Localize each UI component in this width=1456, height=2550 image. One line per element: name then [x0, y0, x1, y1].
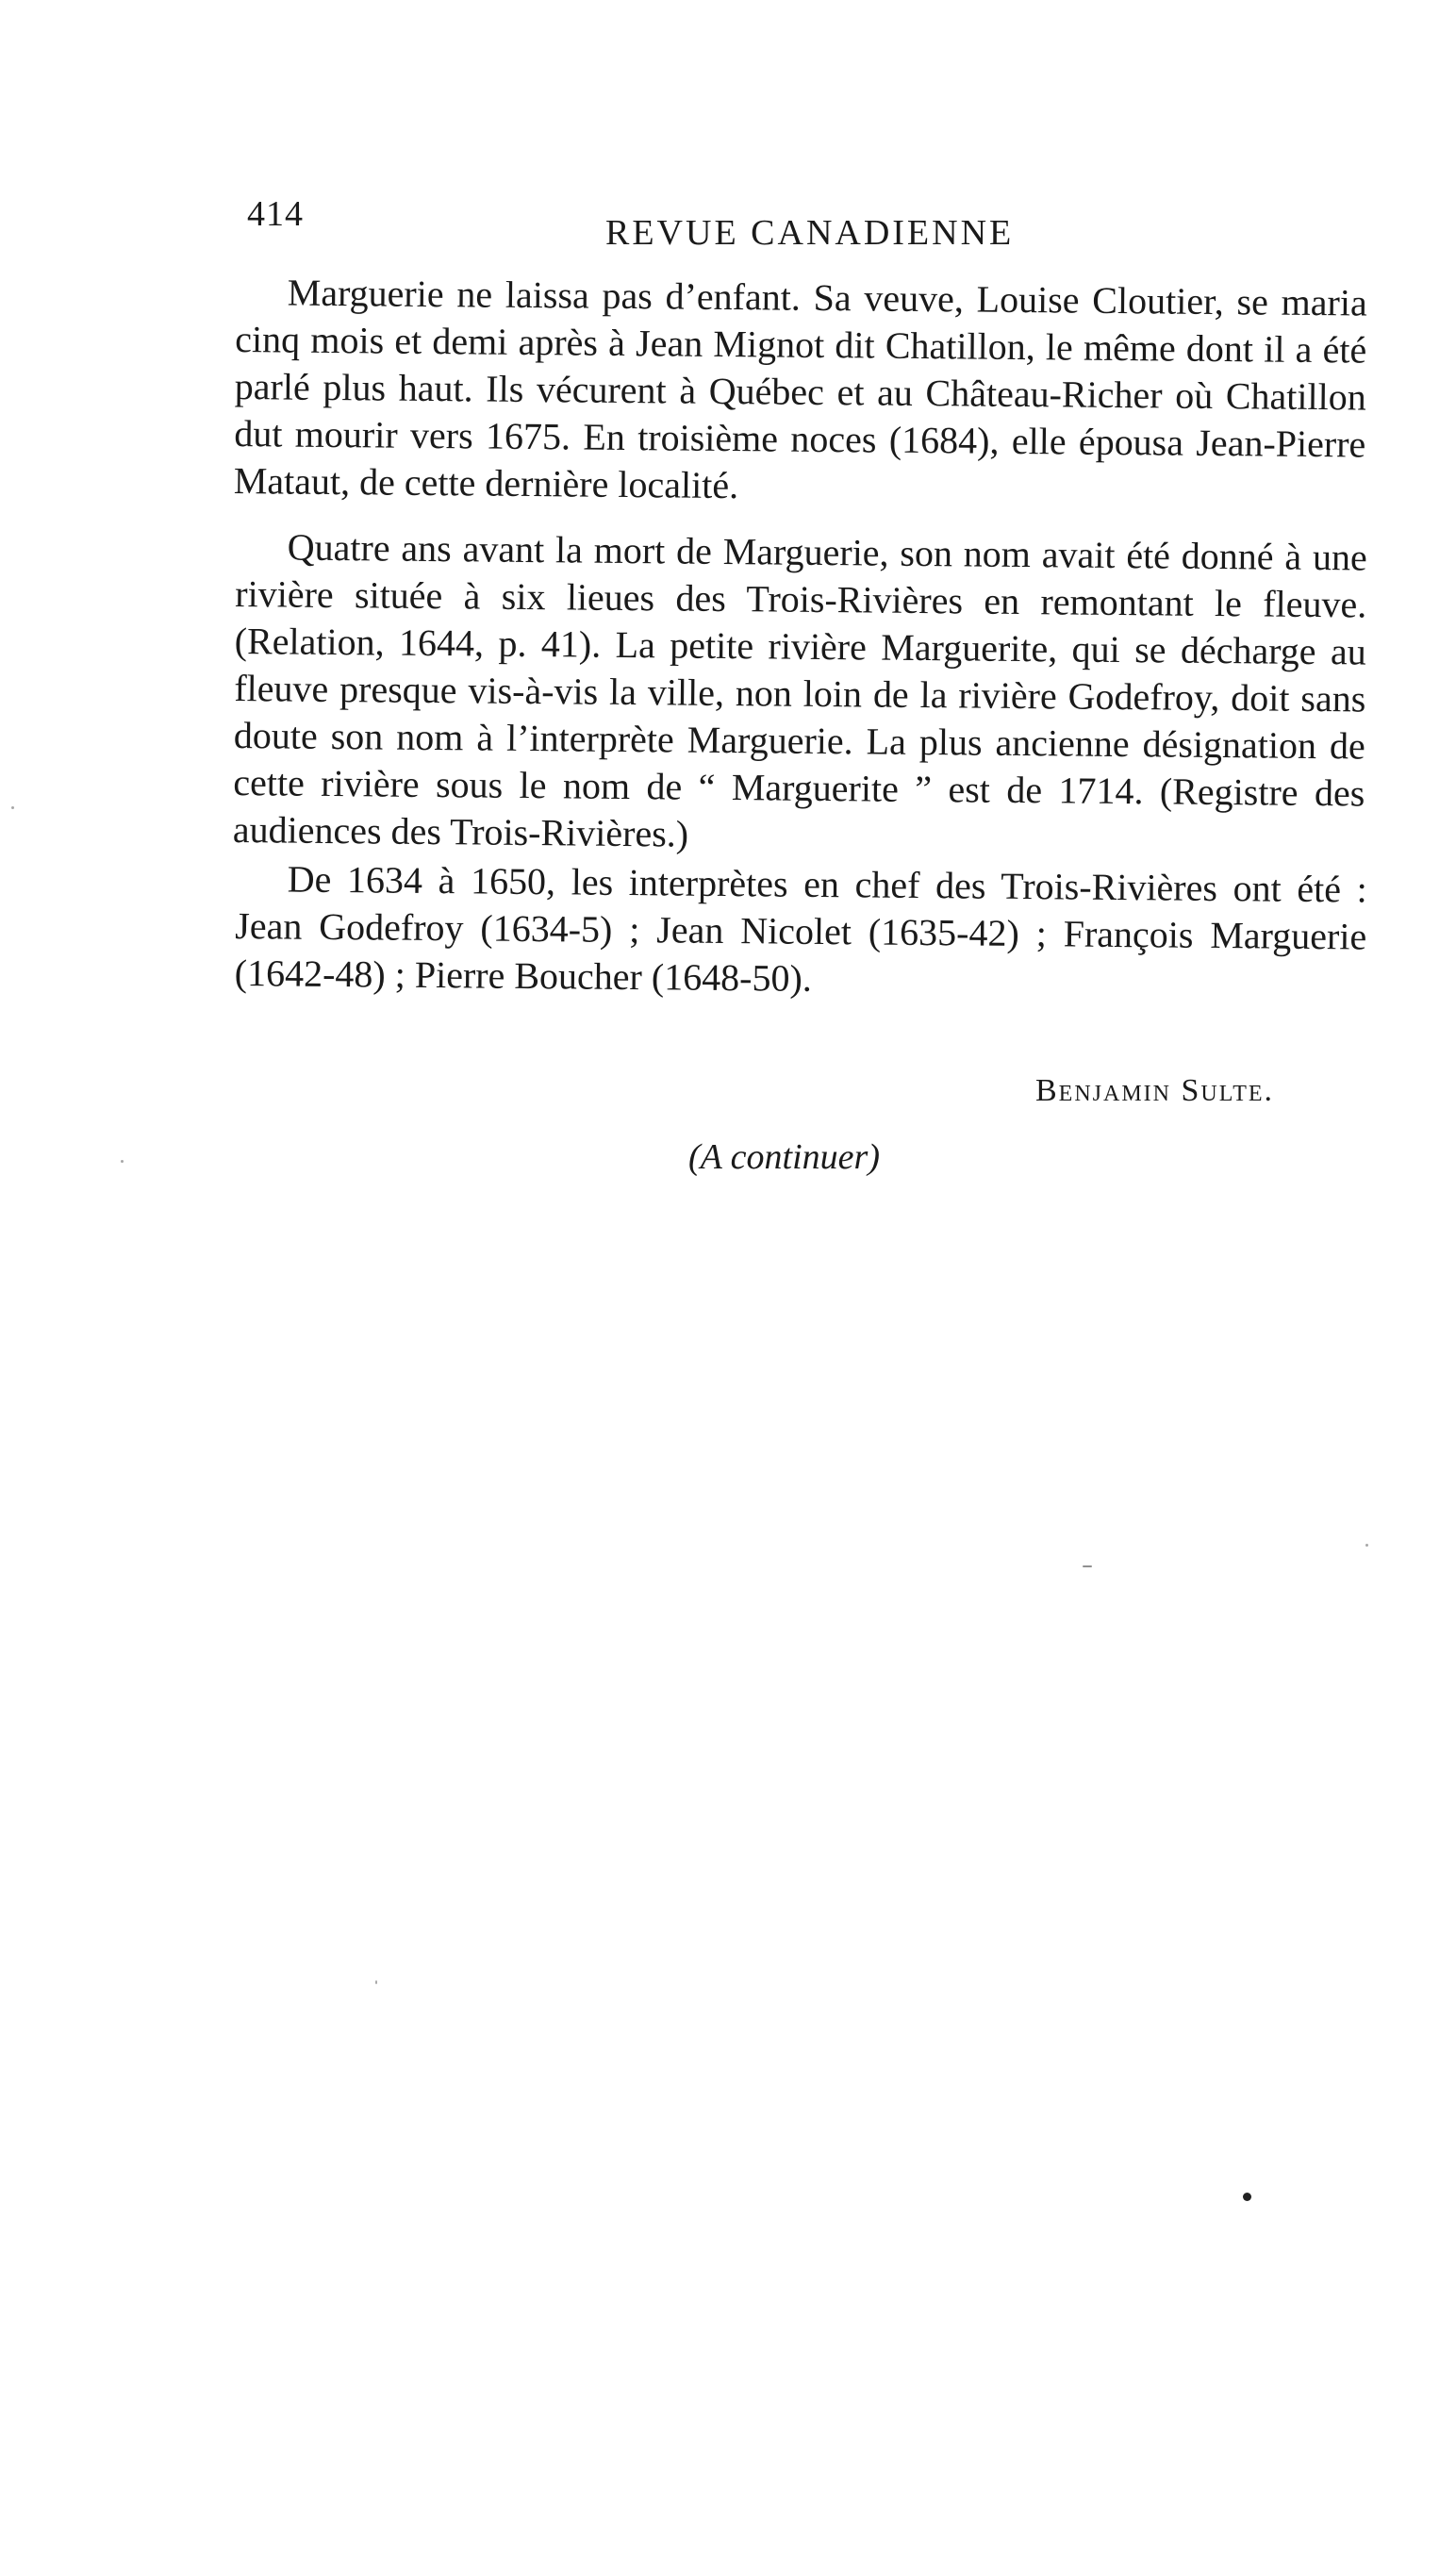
page-number: 414	[247, 194, 304, 234]
paragraph-2: Quatre ans avant la mort de Marguerie, son nom avait été donné à une rivière située à six lieues des Trois-Rivières en remontant le fleuve. (Relation, 1644, p. 41). La petite rivière Marguerite, qui se décharge au fleuve presque vis-à-vis la ville, non loin de la rivière Godefroy, doit sans doute son nom à l’interprète Marguerie. La plus ancienne désignation de cette rivière sous le nom de “ Marguerite ” est de 1714. (Registre des audiences des Trois-Rivières.)	[232, 525, 1367, 855]
ink-speck	[1083, 1565, 1092, 1567]
paragraph-1: Marguerie ne laissa pas d’enfant. Sa veuve, Louise Cloutier, se maria cinq mois et demi après à Jean Mignot dit Chatillon, le même dont il a été parlé plus haut. Ils vécurent à Québec et au Château-Richer où Chatillon dut mourir vers 1675. En troisième noces (1684), elle épousa Jean-Pierre Mataut, de cette dernière localité.	[233, 271, 1367, 507]
ink-speck	[375, 1980, 377, 1984]
ink-speck	[1365, 1544, 1368, 1547]
body-text	[232, 269, 1367, 1000]
paragraph-3: De 1634 à 1650, les interprètes en chef des Trois-Rivières ont été : Jean Godefroy (1634-5) ; Jean Nicolet (1635-42) ; François Marguerie (1642-48) ; Pierre Boucher (1648-50).	[234, 857, 1367, 1000]
running-title: REVUE CANADIENNE	[605, 213, 1015, 253]
ink-speck	[1243, 2193, 1251, 2201]
ink-speck	[121, 1160, 124, 1163]
page-header	[247, 193, 1360, 253]
ink-speck	[11, 806, 14, 809]
author-signature: Benjamin Sulte.	[1035, 1073, 1275, 1108]
continuation-note: (A continuer)	[688, 1137, 880, 1177]
